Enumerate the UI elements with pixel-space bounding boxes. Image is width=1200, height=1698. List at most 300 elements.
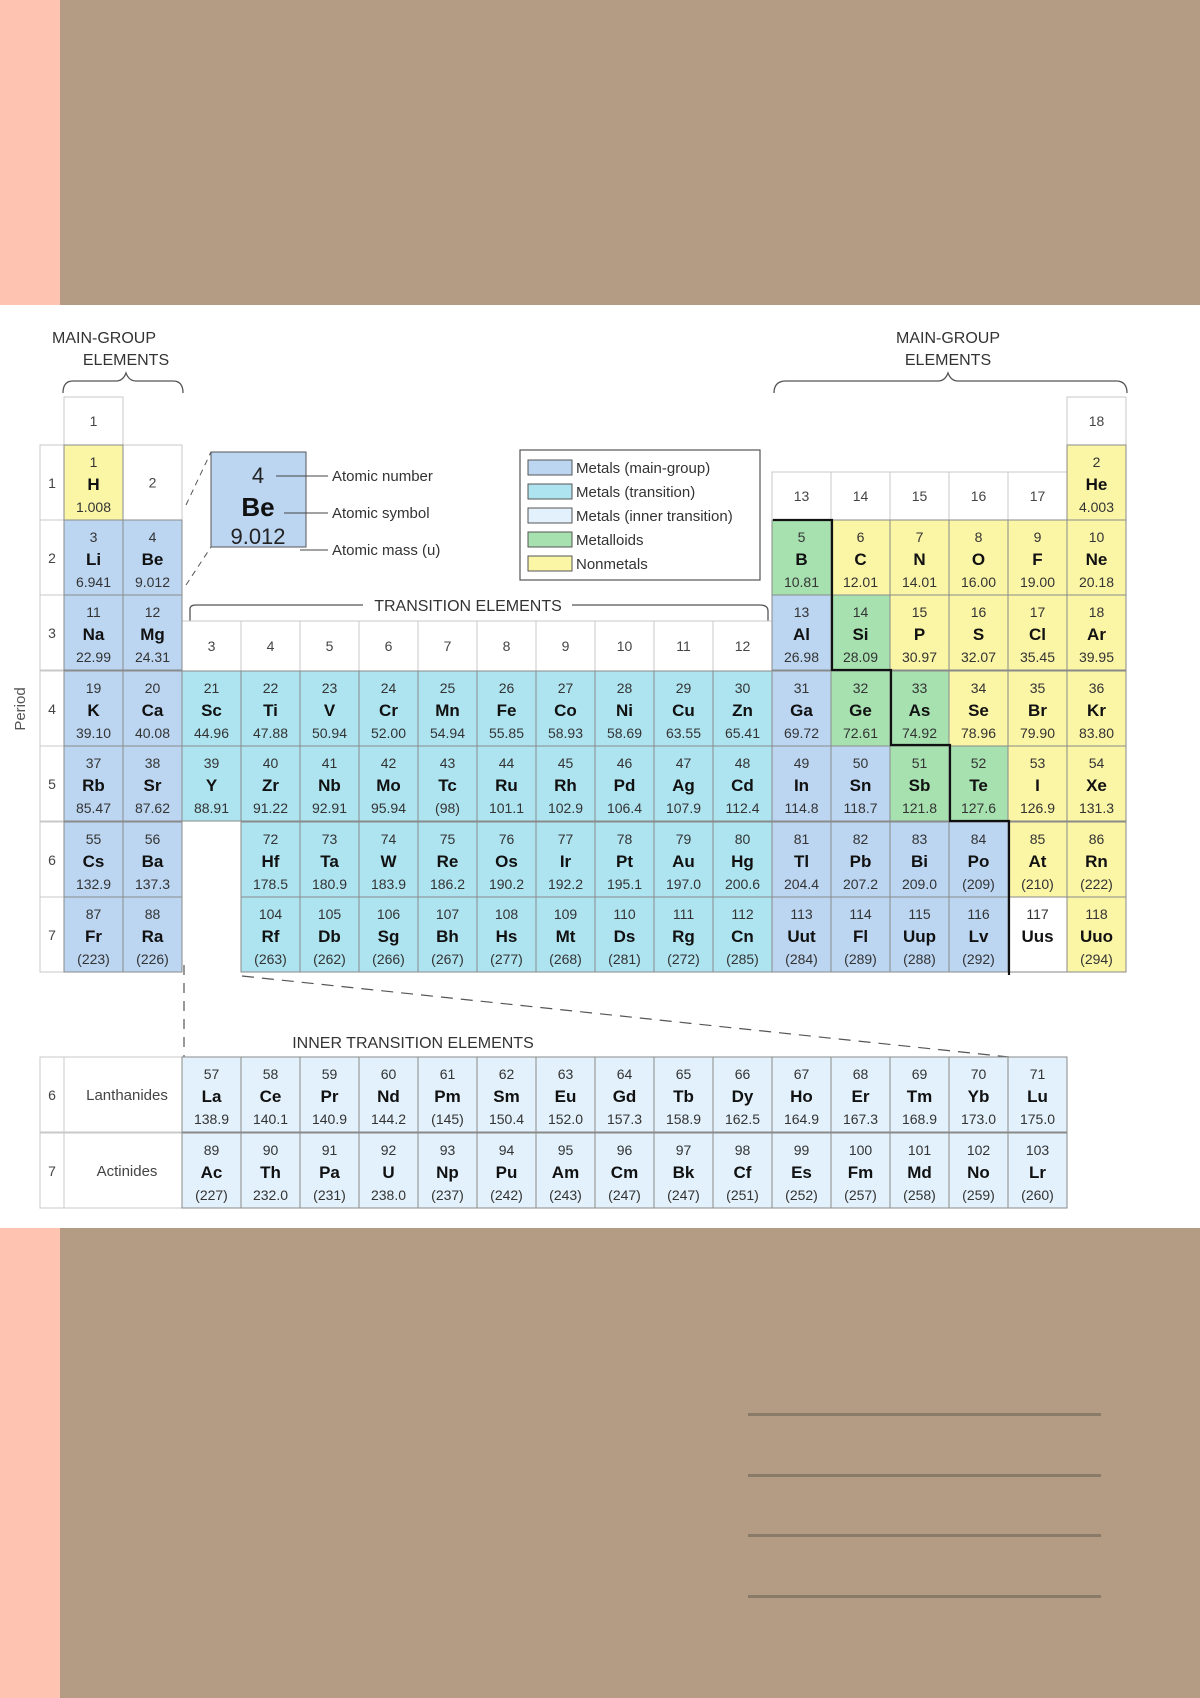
element-cell-tm[interactable] — [890, 1057, 949, 1132]
element-cell-ga[interactable] — [772, 671, 831, 746]
element-cell-rb[interactable] — [64, 746, 123, 821]
element-cell-li[interactable] — [64, 520, 123, 595]
atomic-number: 102 — [966, 1142, 991, 1158]
atomic-symbol: Pa — [319, 1163, 340, 1182]
atomic-mass: 107.9 — [665, 800, 702, 816]
atomic-symbol: Uut — [787, 927, 816, 946]
atomic-symbol: F — [1032, 550, 1043, 569]
atomic-symbol: Mg — [140, 625, 165, 644]
element-cell-n[interactable] — [890, 520, 949, 595]
atomic-number: 39 — [203, 755, 220, 771]
element-cell-rf[interactable] — [241, 897, 300, 972]
atomic-number: 1 — [89, 454, 98, 470]
element-cell-po[interactable] — [949, 822, 1008, 897]
element-cell-as[interactable] — [890, 671, 949, 746]
atomic-symbol: Pb — [849, 852, 872, 871]
element-cell-bi[interactable] — [890, 822, 949, 897]
atomic-mass: (226) — [136, 951, 169, 967]
atomic-mass: 9.012 — [134, 574, 171, 590]
atomic-number: 81 — [793, 831, 810, 847]
element-cell-at[interactable] — [1008, 822, 1067, 897]
element-cell-pt[interactable] — [595, 822, 654, 897]
element-cell-am[interactable] — [536, 1133, 595, 1208]
atomic-mass: 50.94 — [311, 725, 348, 741]
key-label-atomic-number: Atomic number — [332, 468, 433, 485]
element-cell-ra[interactable] — [123, 897, 182, 972]
atomic-symbol: Tl — [793, 852, 810, 871]
atomic-number: 95 — [557, 1142, 574, 1158]
atomic-symbol: Es — [791, 1163, 812, 1182]
element-cell-he[interactable] — [1067, 445, 1126, 520]
atomic-symbol: Sm — [493, 1087, 520, 1106]
atomic-symbol: In — [793, 776, 810, 795]
atomic-number: 104 — [258, 906, 283, 922]
element-cell-ti[interactable] — [241, 671, 300, 746]
atomic-symbol: Ce — [259, 1087, 282, 1106]
element-cell-hs[interactable] — [477, 897, 536, 972]
element-cell-fm[interactable] — [831, 1133, 890, 1208]
atomic-symbol: P — [913, 625, 926, 644]
atomic-mass: (267) — [431, 951, 464, 967]
atomic-number: 100 — [848, 1142, 873, 1158]
element-cell-si[interactable] — [831, 595, 890, 670]
atomic-mass: 112.4 — [725, 800, 760, 816]
key-atomic-mass: 9.012 — [230, 524, 286, 549]
group-header-6: 6 — [384, 638, 393, 654]
element-cell-y[interactable] — [182, 746, 241, 821]
atomic-symbol: Ga — [790, 701, 813, 720]
atomic-mass: 168.9 — [901, 1111, 938, 1127]
element-cell-na[interactable] — [64, 595, 123, 670]
element-cell-b[interactable] — [772, 520, 831, 595]
atomic-symbol: Cr — [379, 701, 398, 720]
group-header-5: 5 — [325, 638, 334, 654]
atomic-symbol: Si — [852, 625, 869, 644]
atomic-mass: 72.61 — [842, 725, 879, 741]
atomic-number: 31 — [793, 680, 810, 696]
atomic-number: 34 — [970, 680, 987, 696]
atomic-number: 48 — [734, 755, 751, 771]
atomic-number: 85 — [1029, 831, 1046, 847]
atomic-mass: 162.5 — [724, 1111, 761, 1127]
element-cell-la[interactable] — [182, 1057, 241, 1132]
atomic-mass: 1.008 — [75, 499, 112, 515]
element-cell-ba[interactable] — [123, 822, 182, 897]
atomic-number: 2 — [1092, 454, 1101, 470]
element-cell-fr[interactable] — [64, 897, 123, 972]
atomic-symbol: W — [380, 852, 397, 871]
atomic-number: 5 — [797, 529, 806, 545]
element-cell-uut[interactable] — [772, 897, 831, 972]
element-cell-md[interactable] — [890, 1133, 949, 1208]
atomic-mass: 209.0 — [901, 876, 938, 892]
atomic-mass: 197.0 — [665, 876, 702, 892]
atomic-mass: 4.003 — [1078, 499, 1115, 515]
element-cell-zn[interactable] — [713, 671, 772, 746]
element-cell-uuo[interactable] — [1067, 897, 1126, 972]
atomic-number: 118 — [1085, 906, 1108, 922]
atomic-mass: 32.07 — [960, 649, 997, 665]
atomic-mass: 95.94 — [370, 800, 407, 816]
atomic-number: 64 — [616, 1066, 633, 1082]
element-cell-uup[interactable] — [890, 897, 949, 972]
group-header-16: 16 — [970, 488, 987, 504]
atomic-number: 56 — [144, 831, 161, 847]
atomic-symbol: Tm — [906, 1087, 933, 1106]
element-cell-tl[interactable] — [772, 822, 831, 897]
atomic-number: 94 — [498, 1142, 515, 1158]
atomic-mass: 207.2 — [842, 876, 879, 892]
element-cell-xe[interactable] — [1067, 746, 1126, 821]
atomic-number: 57 — [203, 1066, 220, 1082]
atomic-number: 51 — [911, 755, 928, 771]
element-cell-i[interactable] — [1008, 746, 1067, 821]
atomic-symbol: Ar — [1087, 625, 1106, 644]
element-cell-hg[interactable] — [713, 822, 772, 897]
element-cell-sc[interactable] — [182, 671, 241, 746]
atomic-number: 26 — [498, 680, 515, 696]
atomic-symbol: Zn — [732, 701, 753, 720]
atomic-symbol: Y — [205, 776, 218, 795]
period-label-4: 4 — [48, 701, 56, 717]
atomic-symbol: Gd — [612, 1087, 637, 1106]
element-cell-mo[interactable] — [359, 746, 418, 821]
element-cell-rn[interactable] — [1067, 822, 1126, 897]
element-cell-lu[interactable] — [1008, 1057, 1067, 1132]
element-cell-al[interactable] — [772, 595, 831, 670]
element-cell-be[interactable] — [123, 520, 182, 595]
atomic-mass: 58.69 — [606, 725, 643, 741]
element-cell-c[interactable] — [831, 520, 890, 595]
atomic-mass: 126.9 — [1019, 800, 1056, 816]
atomic-number: 83 — [911, 831, 928, 847]
atomic-mass: (258) — [903, 1187, 936, 1203]
atomic-number: 63 — [557, 1066, 574, 1082]
atomic-symbol: Yb — [967, 1087, 990, 1106]
element-cell-hf[interactable] — [241, 822, 300, 897]
atomic-symbol: Re — [436, 852, 459, 871]
element-cell-sm[interactable] — [477, 1057, 536, 1132]
atomic-number: 10 — [1088, 529, 1105, 545]
left-accent-strip-bottom — [0, 1228, 60, 1698]
atomic-number: 20 — [144, 680, 161, 696]
element-cell-nb[interactable] — [300, 746, 359, 821]
group-header-15: 15 — [911, 488, 928, 504]
element-cell-fe[interactable] — [477, 671, 536, 746]
element-cell-sr[interactable] — [123, 746, 182, 821]
atomic-number: 101 — [907, 1142, 932, 1158]
element-cell-sb[interactable] — [890, 746, 949, 821]
atomic-mass: (284) — [785, 951, 818, 967]
element-cell-yb[interactable] — [949, 1057, 1008, 1132]
atomic-number: 54 — [1088, 755, 1105, 771]
atomic-symbol: K — [87, 701, 100, 720]
atomic-number: 116 — [967, 906, 990, 922]
element-cell-np[interactable] — [418, 1133, 477, 1208]
atomic-symbol: Li — [85, 550, 102, 569]
element-cell-uus[interactable] — [1008, 897, 1067, 972]
element-cell-kr[interactable] — [1067, 671, 1126, 746]
element-cell-in[interactable] — [772, 746, 831, 821]
atomic-number: 37 — [85, 755, 102, 771]
key-zoom-line-bottom — [186, 547, 211, 585]
atomic-symbol: Cd — [731, 776, 754, 795]
atomic-number: 72 — [262, 831, 279, 847]
atomic-number: 86 — [1088, 831, 1105, 847]
atomic-mass: 58.93 — [547, 725, 584, 741]
atomic-mass: 91.22 — [252, 800, 289, 816]
atomic-symbol: Tb — [673, 1087, 694, 1106]
element-cell-cr[interactable] — [359, 671, 418, 746]
atomic-symbol: U — [382, 1163, 395, 1182]
atomic-symbol: H — [87, 475, 100, 494]
element-cell-h[interactable] — [64, 445, 123, 520]
element-cell-ge[interactable] — [831, 671, 890, 746]
atomic-symbol: Md — [907, 1163, 932, 1182]
atomic-symbol: Ir — [559, 852, 572, 871]
element-cell-cs[interactable] — [64, 822, 123, 897]
atomic-number: 28 — [616, 680, 633, 696]
atomic-mass: 150.4 — [488, 1111, 525, 1127]
atomic-mass: (247) — [667, 1187, 700, 1203]
atomic-symbol: Bi — [911, 852, 928, 871]
atomic-symbol: Fl — [852, 927, 869, 946]
atomic-number: 99 — [793, 1142, 810, 1158]
element-cell-gd[interactable] — [595, 1057, 654, 1132]
element-cell-mt[interactable] — [536, 897, 595, 972]
element-cell-ru[interactable] — [477, 746, 536, 821]
atomic-mass: 140.9 — [311, 1111, 348, 1127]
atomic-number: 91 — [321, 1142, 338, 1158]
atomic-symbol: N — [913, 550, 926, 569]
atomic-symbol: Er — [851, 1087, 870, 1106]
element-cell-zr[interactable] — [241, 746, 300, 821]
atomic-number: 13 — [793, 604, 810, 620]
element-cell-cu[interactable] — [654, 671, 713, 746]
element-cell-er[interactable] — [831, 1057, 890, 1132]
atomic-number: 21 — [203, 680, 220, 696]
element-cell-nd[interactable] — [359, 1057, 418, 1132]
element-cell-eu[interactable] — [536, 1057, 595, 1132]
atomic-number: 60 — [380, 1066, 397, 1082]
atomic-number: 18 — [1088, 604, 1105, 620]
atomic-symbol: Ds — [613, 927, 636, 946]
atomic-mass: (262) — [313, 951, 346, 967]
element-cell-pr[interactable] — [300, 1057, 359, 1132]
element-cell-p[interactable] — [890, 595, 949, 670]
atomic-symbol: Am — [551, 1163, 580, 1182]
atomic-symbol: I — [1035, 776, 1040, 795]
atomic-number: 109 — [553, 906, 578, 922]
element-cell-os[interactable] — [477, 822, 536, 897]
atomic-number: 69 — [911, 1066, 928, 1082]
main-group-right-brace — [774, 373, 1127, 393]
element-cell-lv[interactable] — [949, 897, 1008, 972]
element-cell-cd[interactable] — [713, 746, 772, 821]
element-cell-au[interactable] — [654, 822, 713, 897]
key-atomic-symbol: Be — [241, 492, 275, 522]
key-label-atomic-symbol: Atomic symbol — [332, 505, 430, 522]
atomic-number: 78 — [616, 831, 633, 847]
atomic-symbol: Fe — [496, 701, 517, 720]
element-cell-cl[interactable] — [1008, 595, 1067, 670]
element-cell-ce[interactable] — [241, 1057, 300, 1132]
group-header-1: 1 — [89, 413, 98, 429]
atomic-mass: 79.90 — [1019, 725, 1056, 741]
atomic-mass: (285) — [726, 951, 759, 967]
element-cell-lr[interactable] — [1008, 1133, 1067, 1208]
element-cell-bh[interactable] — [418, 897, 477, 972]
atomic-number: 11 — [86, 604, 101, 620]
atomic-symbol: Rg — [672, 927, 695, 946]
element-cell-f[interactable] — [1008, 520, 1067, 595]
atomic-mass: 192.2 — [547, 876, 584, 892]
atomic-number: 93 — [439, 1142, 456, 1158]
atomic-symbol: Sg — [377, 927, 400, 946]
atomic-number: 6 — [856, 529, 865, 545]
atomic-mass: (237) — [431, 1187, 464, 1203]
element-cell-cm[interactable] — [595, 1133, 654, 1208]
element-cell-pb[interactable] — [831, 822, 890, 897]
atomic-symbol: Ni — [616, 701, 633, 720]
atomic-symbol: Cm — [610, 1163, 639, 1182]
atomic-mass: (260) — [1021, 1187, 1054, 1203]
element-cell-ac[interactable] — [182, 1133, 241, 1208]
element-cell-sg[interactable] — [359, 897, 418, 972]
atomic-mass: (292) — [962, 951, 995, 967]
atomic-mass: 78.96 — [960, 725, 997, 741]
atomic-mass: 39.95 — [1078, 649, 1115, 665]
element-cell-ar[interactable] — [1067, 595, 1126, 670]
atomic-number: 88 — [144, 906, 161, 922]
element-cell-fl[interactable] — [831, 897, 890, 972]
element-cell-se[interactable] — [949, 671, 1008, 746]
element-cell-ho[interactable] — [772, 1057, 831, 1132]
element-cell-co[interactable] — [536, 671, 595, 746]
element-cell-pd[interactable] — [595, 746, 654, 821]
atomic-mass: 127.6 — [960, 800, 997, 816]
element-cell-k[interactable] — [64, 671, 123, 746]
atomic-number: 19 — [85, 680, 102, 696]
atomic-symbol: Hs — [495, 927, 518, 946]
atomic-mass: 52.00 — [370, 725, 407, 741]
element-cell-bk[interactable] — [654, 1133, 713, 1208]
element-cell-mg[interactable] — [123, 595, 182, 670]
atomic-mass: 131.3 — [1078, 800, 1115, 816]
element-cell-sn[interactable] — [831, 746, 890, 821]
atomic-symbol: Al — [793, 625, 810, 644]
element-cell-o[interactable] — [949, 520, 1008, 595]
element-cell-tb[interactable] — [654, 1057, 713, 1132]
atomic-number: 117 — [1026, 906, 1049, 922]
atomic-mass: (210) — [1021, 876, 1054, 892]
element-cell-pu[interactable] — [477, 1133, 536, 1208]
element-cell-te[interactable] — [949, 746, 1008, 821]
atomic-symbol: Xe — [1086, 776, 1107, 795]
atomic-mass: 39.10 — [75, 725, 112, 741]
element-cell-w[interactable] — [359, 822, 418, 897]
element-cell-th[interactable] — [241, 1133, 300, 1208]
element-cell-ni[interactable] — [595, 671, 654, 746]
element-cell-pm[interactable] — [418, 1057, 477, 1132]
atomic-symbol: O — [971, 550, 986, 569]
element-cell-u[interactable] — [359, 1133, 418, 1208]
element-cell-re[interactable] — [418, 822, 477, 897]
transition-elements-label: TRANSITION ELEMENTS — [374, 598, 562, 615]
atomic-mass: 167.3 — [842, 1111, 879, 1127]
group-header-18: 18 — [1088, 413, 1105, 429]
atomic-number: 16 — [970, 604, 987, 620]
atomic-symbol: Cn — [731, 927, 754, 946]
element-cell-es[interactable] — [772, 1133, 831, 1208]
atomic-number: 111 — [672, 906, 695, 922]
atomic-symbol: As — [908, 701, 931, 720]
atomic-symbol: Ho — [790, 1087, 813, 1106]
atomic-symbol: Cs — [82, 852, 105, 871]
atomic-symbol: Lu — [1027, 1087, 1048, 1106]
element-cell-ds[interactable] — [595, 897, 654, 972]
element-cell-ta[interactable] — [300, 822, 359, 897]
legend-label: Metalloids — [576, 532, 644, 549]
atomic-symbol: B — [795, 550, 808, 569]
element-cell-mn[interactable] — [418, 671, 477, 746]
atomic-symbol: Cf — [733, 1163, 752, 1182]
note-line-4 — [748, 1595, 1101, 1598]
atomic-symbol: Lv — [968, 927, 989, 946]
element-cell-no[interactable] — [949, 1133, 1008, 1208]
element-cell-rg[interactable] — [654, 897, 713, 972]
atomic-number: 42 — [380, 755, 397, 771]
atomic-mass: 183.9 — [370, 876, 407, 892]
element-cell-ne[interactable] — [1067, 520, 1126, 595]
atomic-mass: (145) — [431, 1111, 464, 1127]
element-cell-rh[interactable] — [536, 746, 595, 821]
element-cell-pa[interactable] — [300, 1133, 359, 1208]
element-cell-v[interactable] — [300, 671, 359, 746]
atomic-number: 41 — [321, 755, 338, 771]
element-cell-db[interactable] — [300, 897, 359, 972]
atomic-mass: (231) — [313, 1187, 346, 1203]
period-label-7: 7 — [48, 927, 56, 943]
atomic-number: 62 — [498, 1066, 515, 1082]
atomic-number: 58 — [262, 1066, 279, 1082]
element-cell-s[interactable] — [949, 595, 1008, 670]
atomic-symbol: Sc — [201, 701, 222, 720]
element-cell-ir[interactable] — [536, 822, 595, 897]
atomic-symbol: Uuo — [1079, 927, 1114, 946]
atomic-symbol: Ge — [849, 701, 872, 720]
atomic-mass: (266) — [372, 951, 405, 967]
element-cell-dy[interactable] — [713, 1057, 772, 1132]
key-label-atomic-mass: Atomic mass (u) — [332, 542, 441, 559]
element-cell-cf[interactable] — [713, 1133, 772, 1208]
atomic-number: 53 — [1029, 755, 1046, 771]
element-cell-tc[interactable] — [418, 746, 477, 821]
group-header-12: 12 — [734, 638, 751, 654]
element-cell-ag[interactable] — [654, 746, 713, 821]
atomic-number: 59 — [321, 1066, 338, 1082]
atomic-mass: (252) — [785, 1187, 818, 1203]
element-cell-ca[interactable] — [123, 671, 182, 746]
element-cell-br[interactable] — [1008, 671, 1067, 746]
inner-transition-table — [40, 1057, 1067, 1208]
atomic-symbol: No — [967, 1163, 990, 1182]
atomic-mass: (243) — [549, 1187, 582, 1203]
atomic-mass: (98) — [435, 800, 460, 816]
element-cell-cn[interactable] — [713, 897, 772, 972]
atomic-mass: 118.7 — [843, 800, 878, 816]
atomic-mass: 85.47 — [75, 800, 112, 816]
